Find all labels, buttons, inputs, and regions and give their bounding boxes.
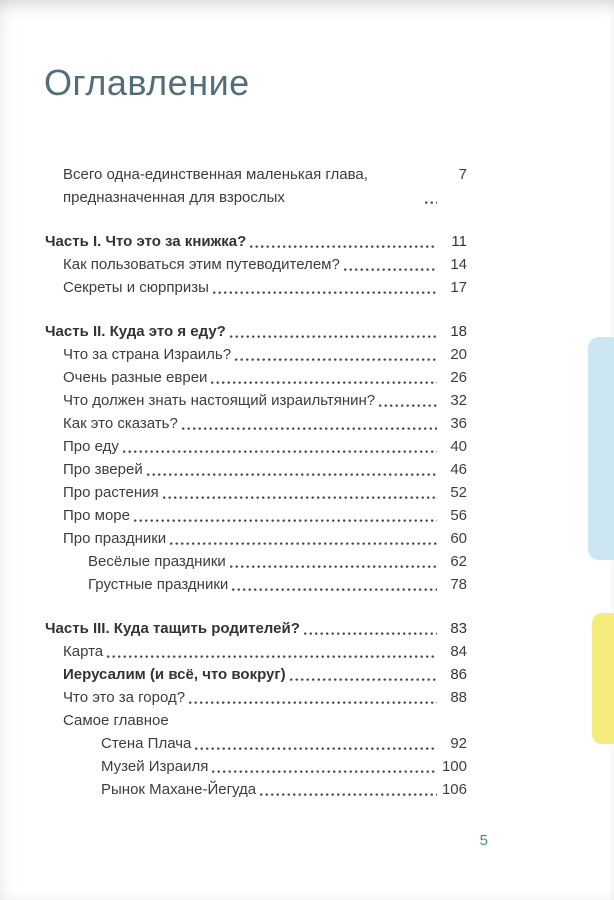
page-title: Оглавление xyxy=(44,62,250,103)
toc-entry-page: 100 xyxy=(441,758,467,775)
toc-entry xyxy=(45,163,467,209)
toc-entry-label: Как это сказать? xyxy=(63,415,178,432)
toc-entry-page: 83 xyxy=(450,620,467,637)
toc-entry-label: Стена Плача xyxy=(101,735,192,752)
edge-tab-blue xyxy=(588,337,614,560)
dot-leader xyxy=(212,769,437,774)
toc-entry-page: 11 xyxy=(451,233,467,250)
toc-entry xyxy=(45,640,467,663)
toc-entry-page: 26 xyxy=(450,369,467,386)
dot-leader xyxy=(211,380,437,385)
toc-entry xyxy=(45,366,467,389)
toc-entry-page: 32 xyxy=(450,392,467,409)
dot-leader xyxy=(123,449,437,454)
toc-entry-page: 92 xyxy=(450,735,467,752)
toc-entry-label: Что это за город? xyxy=(63,689,186,706)
toc-entry-page: 60 xyxy=(450,530,467,547)
toc-entry-page: 7 xyxy=(458,166,467,183)
dot-leader xyxy=(163,495,437,500)
toc-entry-label: Про праздники xyxy=(63,530,167,547)
toc-entry xyxy=(45,778,467,801)
toc-entry-label: Весёлые праздники xyxy=(88,553,226,570)
toc-entry-label: Карта xyxy=(63,643,104,660)
toc-entry-page: 14 xyxy=(450,256,467,273)
dot-leader xyxy=(379,403,437,408)
dot-leader xyxy=(425,200,437,205)
toc-entry-page: 52 xyxy=(450,484,467,501)
dot-leader xyxy=(134,518,437,523)
toc-entry xyxy=(45,573,467,596)
toc-entry-label: Всего одна-единственная маленькая глава, предназначенная для взрослых xyxy=(63,166,368,206)
dot-leader xyxy=(344,267,437,272)
toc-entry-page: 78 xyxy=(450,576,467,593)
dot-leader xyxy=(260,792,437,797)
toc-entry-page: 46 xyxy=(450,461,467,478)
toc-entry-page: 62 xyxy=(450,553,467,570)
toc-entry xyxy=(45,504,467,527)
dot-leader xyxy=(304,631,437,636)
toc-entry-label: Про растения xyxy=(63,484,159,501)
toc-entry xyxy=(45,389,467,412)
toc-entry-label: Музей Израиля xyxy=(101,758,209,775)
toc-entry-label: Что должен знать настоящий израильтянин? xyxy=(63,392,376,409)
toc-entry xyxy=(45,481,467,504)
toc-entry xyxy=(45,276,467,299)
dot-leader xyxy=(213,290,437,295)
dot-leader xyxy=(230,564,437,569)
toc-entry-label: Рынок Махане-Йегуда xyxy=(101,781,257,798)
toc-entry-label: Часть III. Куда тащить родителей? xyxy=(45,620,300,637)
toc-entry xyxy=(45,458,467,481)
toc-entry-label: Про море xyxy=(63,507,130,524)
toc-entry-page: 20 xyxy=(450,346,467,363)
toc-entry-page: 56 xyxy=(450,507,467,524)
dot-leader xyxy=(235,357,437,362)
toc-entry-label: Как пользоваться этим путеводителем? xyxy=(63,256,340,273)
toc-entry xyxy=(45,550,467,573)
toc-entry-label: Самое главное xyxy=(63,712,169,729)
dot-leader xyxy=(107,654,437,659)
toc-entry-label: Про еду xyxy=(63,438,119,455)
toc-entry-page: 17 xyxy=(450,279,467,296)
toc-entry xyxy=(45,686,467,709)
toc-entry xyxy=(45,617,467,640)
toc-entry-page: 86 xyxy=(450,666,467,683)
dot-leader xyxy=(147,472,437,477)
toc-entry xyxy=(45,755,467,778)
toc-entry xyxy=(45,320,467,343)
toc-entry-label: Иерусалим (и всё, что вокруг) xyxy=(63,666,286,683)
dot-leader xyxy=(189,700,437,705)
toc-entry xyxy=(45,435,467,458)
toc-entry xyxy=(45,732,467,755)
dot-leader xyxy=(232,587,437,592)
toc-entry xyxy=(45,253,467,276)
toc-entry-label: Что за страна Израиль? xyxy=(63,346,232,363)
dot-leader xyxy=(230,334,437,339)
toc-entry xyxy=(45,343,467,366)
edge-tab-yellow xyxy=(592,613,614,744)
dot-leader xyxy=(195,746,437,751)
toc-entry xyxy=(45,230,467,253)
toc-entry xyxy=(45,527,467,550)
toc-entry-page: 18 xyxy=(450,323,467,340)
toc-list xyxy=(45,163,467,801)
dot-leader xyxy=(170,541,437,546)
toc-entry-label: Часть I. Что это за книжка? xyxy=(45,233,247,250)
dot-leader xyxy=(290,677,437,682)
toc-entry-label: Грустные праздники xyxy=(88,576,229,593)
dot-leader xyxy=(250,244,437,249)
toc-entry-label: Очень разные евреи xyxy=(63,369,208,386)
toc-entry-page: 88 xyxy=(450,689,467,706)
toc-entry xyxy=(45,663,467,686)
toc-entry-page: 84 xyxy=(450,643,467,660)
toc-entry-page: 40 xyxy=(450,438,467,455)
toc-entry-label: Часть II. Куда это я еду? xyxy=(45,323,226,340)
toc-entry-page: 106 xyxy=(441,781,467,798)
toc-entry-page: 36 xyxy=(450,415,467,432)
toc-entry-label: Секреты и сюрпризы xyxy=(63,279,209,296)
toc-entry-label: Про зверей xyxy=(63,461,143,478)
dot-leader xyxy=(182,426,437,431)
toc-entry xyxy=(45,709,467,732)
toc-entry xyxy=(45,412,467,435)
page-number: 5 xyxy=(479,832,488,849)
